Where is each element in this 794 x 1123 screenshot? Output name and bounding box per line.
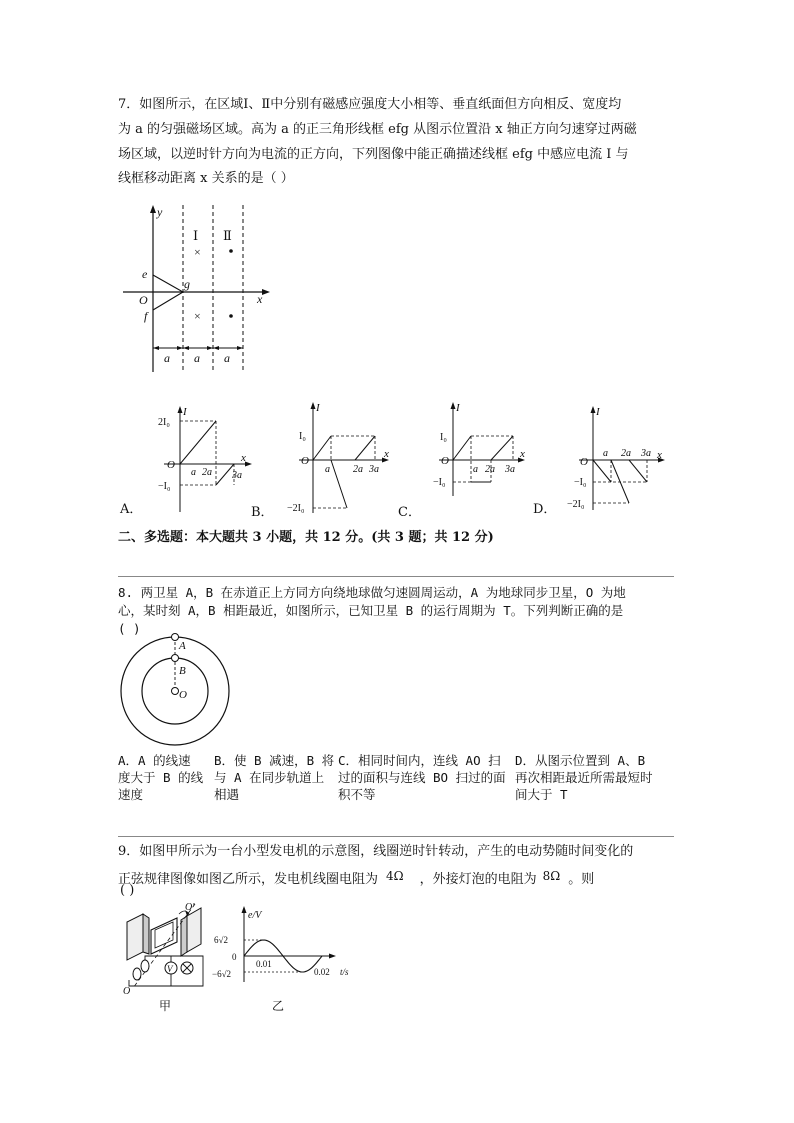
q8-line-1: 8. 两卫星 A，B 在赤道正上方同方向绕地球做匀速圆周运动，A 为地球同步卫星，O 为地	[118, 585, 626, 600]
q7-magnetic-field-figure	[115, 200, 285, 378]
svg-text:O: O	[123, 986, 131, 997]
svg-text:O: O	[441, 455, 449, 467]
q7-x-label: x	[257, 292, 263, 306]
svg-text:−I₀: −I₀	[574, 477, 587, 488]
svg-text:I: I	[596, 406, 600, 418]
svg-text:6√2: 6√2	[214, 935, 228, 945]
svg-text:2a: 2a	[353, 464, 363, 475]
svg-text:a: a	[191, 467, 196, 478]
figure-jia-caption: 甲	[159, 999, 172, 1012]
q9-line-2: 正弦规律图像如图乙所示，发电机线圈电阻为 4Ω ，外接灯泡的电阻为 8Ω 。则	[118, 869, 595, 887]
svg-text:A: A	[179, 640, 186, 652]
svg-text:2I₀: 2I₀	[158, 417, 170, 428]
svg-text:O: O	[167, 459, 175, 471]
svg-text:−I₀: −I₀	[433, 477, 446, 488]
satellite-a	[172, 634, 179, 641]
section-heading-multi-choice: 二、多选题：本大题共 3 小题，共 12 分。(共 3 题；共 12 分)	[118, 530, 494, 545]
divider	[118, 576, 674, 577]
q7-region-1-label: Ⅰ	[193, 228, 199, 243]
svg-text:3a: 3a	[641, 448, 651, 459]
svg-text:I₀: I₀	[440, 432, 447, 443]
q7-cross-mark: ×	[194, 245, 201, 259]
svg-text:B: B	[179, 665, 186, 677]
option-b-label[interactable]: B．	[251, 505, 274, 520]
earth-center	[172, 688, 179, 695]
q7-cross-mark: ×	[194, 309, 201, 323]
svg-text:−2I₀: −2I₀	[567, 499, 585, 510]
q7-f-label: f	[144, 309, 148, 323]
q7-option-c-graph	[425, 398, 535, 498]
svg-text:x: x	[657, 449, 662, 461]
q7-line-1: 7．如图所示，在区域Ⅰ、Ⅱ中分别有磁感应强度大小相等、垂直纸面但方向相反、宽度均	[118, 97, 622, 112]
svg-text:O: O	[580, 456, 588, 468]
svg-text:3a: 3a	[505, 464, 515, 475]
svg-text:x: x	[520, 448, 525, 460]
q7-line-3: 场区域，以逆时针方向为电流的正方向，下列图像中能正确描述线框 efg 中感应电流 I 与	[118, 147, 629, 162]
svg-text:x: x	[384, 448, 389, 460]
svg-text:I: I	[456, 402, 460, 414]
svg-text:−6√2: −6√2	[212, 969, 232, 979]
svg-text:O: O	[301, 455, 309, 467]
q7-g-label: g	[184, 277, 190, 291]
svg-text:x: x	[241, 452, 246, 464]
q8-line-3: ( )	[118, 621, 141, 636]
divider	[118, 836, 674, 837]
svg-text:I₀: I₀	[299, 431, 306, 442]
svg-text:0: 0	[232, 952, 237, 962]
q8-option-b[interactable]: B．使 B 减速，B 将 与 A 在同步轨道上 相遇	[214, 753, 335, 802]
svg-text:a: a	[473, 464, 478, 475]
svg-text:a: a	[325, 464, 330, 475]
q7-region-2-label: Ⅱ	[223, 228, 232, 243]
option-d-label[interactable]: D．	[533, 502, 557, 517]
figure-yi-caption: 乙	[272, 999, 285, 1012]
q7-origin-label: O	[139, 293, 148, 307]
q7-y-label: y	[157, 205, 163, 219]
q8-option-a[interactable]: A．A 的线速 度大于 B 的线 速度	[118, 753, 204, 802]
q7-dot-mark	[229, 249, 233, 253]
q8-orbit-figure	[118, 632, 232, 746]
svg-text:0.02: 0.02	[314, 967, 330, 977]
q7-option-d-graph	[565, 402, 675, 512]
q8-option-c[interactable]: C．相同时间内，连线 AO 扫 过的面积与连线 BO 扫过的面 积不等	[338, 753, 506, 802]
q7-option-a-graph	[150, 400, 255, 515]
q8-option-d[interactable]: D．从图示位置到 A、B 再次相距最近所需最短时 间大于 T	[515, 753, 653, 802]
svg-text:V: V	[167, 964, 173, 974]
svg-text:−2I₀: −2I₀	[287, 503, 305, 514]
q8-line-2: 心，某时刻 A，B 相距最近，如图所示，已知卫星 B 的运行周期为 T。下列判断正确的是	[118, 603, 624, 618]
svg-text:0.01: 0.01	[256, 959, 272, 969]
q7-dot-mark	[229, 314, 233, 318]
svg-text:2a: 2a	[202, 467, 212, 478]
svg-text:I: I	[183, 406, 187, 418]
option-a-label[interactable]: A．	[120, 502, 143, 517]
q7-option-b-graph	[285, 398, 395, 516]
q7-width-a: a	[164, 351, 170, 365]
svg-text:e/V: e/V	[248, 910, 262, 921]
q7-line-2: 为 a 的匀强磁场区域。高为 a 的正三角形线框 efg 从图示位置沿 x 轴正方向匀速穿过两磁	[118, 122, 637, 137]
svg-text:I: I	[316, 402, 320, 414]
option-c-label[interactable]: C．	[398, 505, 421, 520]
satellite-b	[172, 655, 179, 662]
svg-text:3a: 3a	[232, 470, 242, 481]
q7-width-a: a	[224, 351, 230, 365]
q7-e-label: e	[142, 267, 148, 281]
q9-emf-graph	[212, 900, 362, 1012]
q7-width-a: a	[194, 351, 200, 365]
q7-line-4: 线框移动距离 x 关系的是（ ）	[118, 171, 294, 186]
svg-text:−I₀: −I₀	[158, 481, 171, 492]
svg-text:t/s: t/s	[340, 967, 349, 977]
svg-text:O′: O′	[185, 902, 195, 913]
q9-generator-figure	[115, 900, 210, 1012]
svg-text:2a: 2a	[485, 464, 495, 475]
svg-text:O: O	[179, 689, 187, 701]
q9-line-1: 9．如图甲所示为一台小型发电机的示意图，线圈逆时针转动，产生的电动势随时间变化的	[118, 844, 634, 859]
q9-line-3: ( )	[120, 883, 135, 898]
svg-text:a: a	[603, 448, 608, 459]
svg-text:2a: 2a	[621, 448, 631, 459]
svg-text:3a: 3a	[369, 464, 379, 475]
